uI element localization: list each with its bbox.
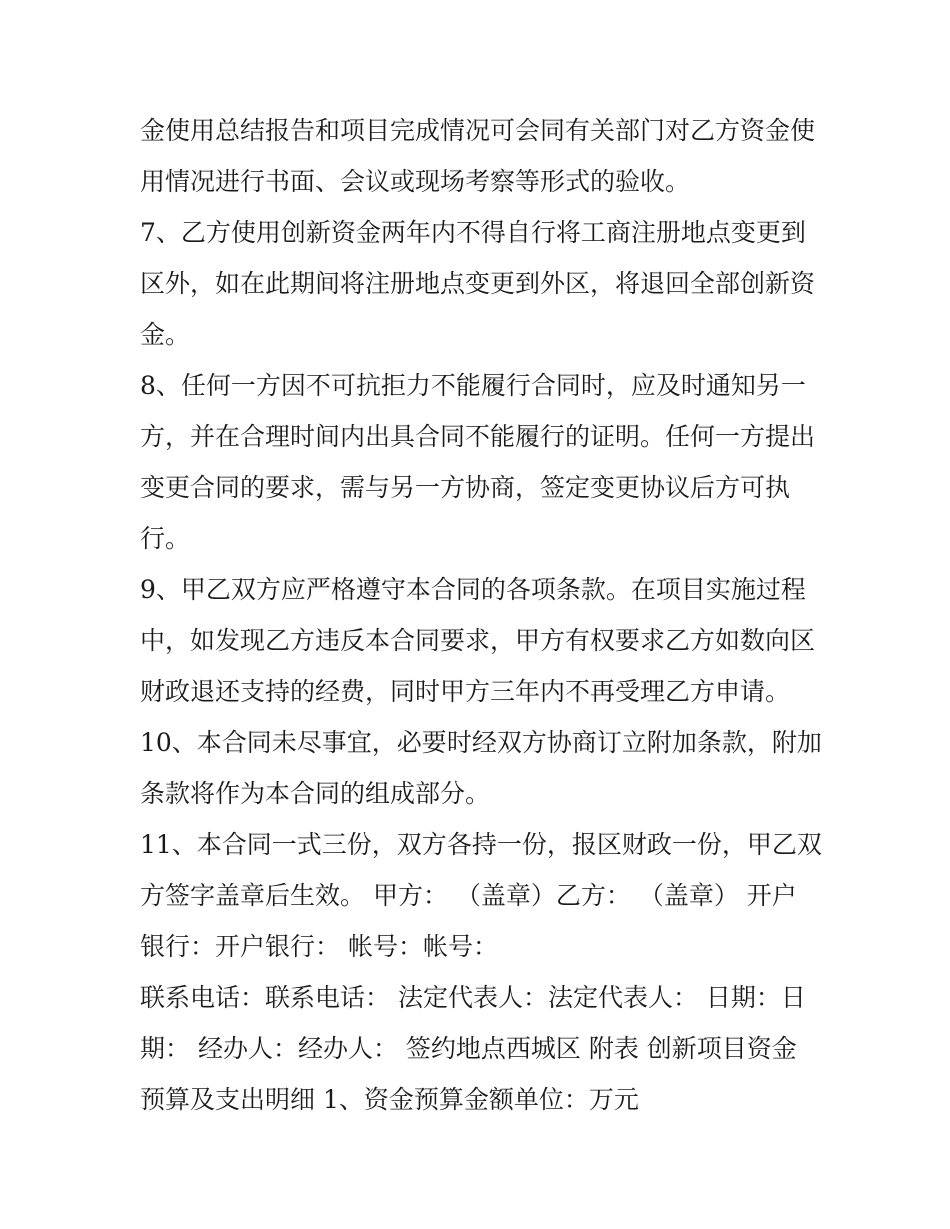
text-line: 用情况进行书面、会议或现场考察等形式的验收。 <box>140 167 691 196</box>
text-line: 金。 <box>140 320 191 349</box>
text-line: 银行：开户银行： 帐号：帐号： <box>140 932 498 961</box>
text-line: 9、甲乙双方应严格遵守本合同的各项条款。在项目实施过程 <box>140 575 806 604</box>
text-line: 11、本合同一式三份，双方各持一份，报区财政一份，甲乙双 <box>140 830 822 859</box>
text-line: 中，如发现乙方违反本合同要求，甲方有权要求乙方如数向区 <box>140 626 816 655</box>
text-line: 联系电话：联系电话： 法定代表人：法定代表人： 日期：日 <box>140 983 806 1012</box>
text-line: 区外，如在此期间将注册地点变更到外区，将退回全部创新资 <box>140 269 816 298</box>
text-line: 行。 <box>140 524 191 553</box>
text-line: 财政退还支持的经费，同时甲方三年内不再受理乙方申请。 <box>140 677 791 706</box>
text-line: 条款将作为本合同的组成部分。 <box>140 779 491 808</box>
text-line: 方签字盖章后生效。 甲方： （盖章）乙方： （盖章） 开户 <box>140 881 797 910</box>
text-line: 8、任何一方因不可抗拒力不能履行合同时，应及时通知另一 <box>140 371 806 400</box>
text-line: 金使用总结报告和项目完成情况可会同有关部门对乙方资金使 <box>140 116 816 145</box>
text-line: 预算及支出明细 1、资金预算金额单位：万元 <box>140 1085 639 1114</box>
text-line: 方，并在合理时间内出具合同不能履行的证明。任何一方提出 <box>140 422 816 451</box>
text-line: 变更合同的要求，需与另一方协商，签定变更协议后方可执 <box>140 473 791 502</box>
text-line: 7、乙方使用创新资金两年内不得自行将工商注册地点变更到 <box>140 218 806 247</box>
text-line: 期： 经办人：经办人： 签约地点西城区 附表 创新项目资金 <box>140 1034 797 1063</box>
text-line: 10、本合同未尽事宜，必要时经双方协商订立附加条款，附加 <box>140 728 822 757</box>
document-body <box>140 105 820 1125</box>
